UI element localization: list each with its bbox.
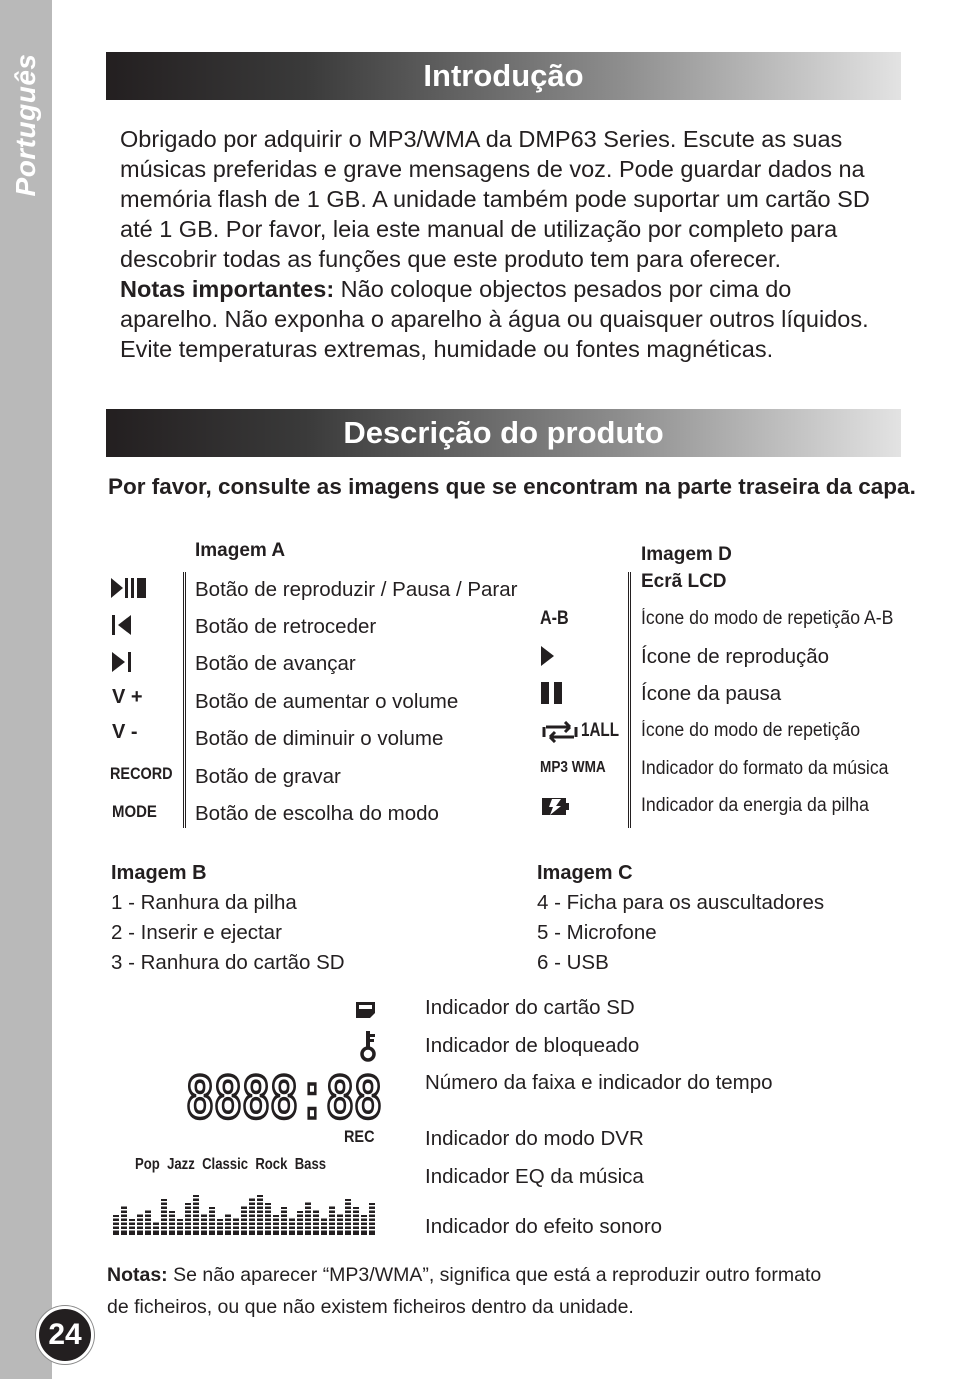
image-c-item: 4 - Ficha para os auscultadores — [537, 891, 825, 914]
image-a-item: Botão de avançar — [195, 652, 356, 675]
eq-mode: Jazz — [167, 1156, 195, 1173]
page-number: 24 — [36, 1306, 94, 1364]
intro-line: até 1 GB. Por favor, leia este manual de utilização por completo para — [120, 216, 838, 242]
previous-icon — [111, 614, 133, 636]
play-pause-stop-icon — [110, 576, 148, 600]
image-a-item: Botão de escolha do modo — [195, 802, 439, 825]
intro-line: descobrir todas as funções que este produto tem para oferecer. — [120, 246, 782, 272]
image-b-item: 1 - Ranhura da pilha — [111, 891, 297, 914]
eq-mode: Rock — [255, 1156, 288, 1173]
image-c-title: Imagem C — [537, 862, 633, 884]
description-heading: Descrição do produto — [106, 409, 901, 457]
repeat-mode-label: 1ALL — [581, 720, 619, 741]
eq-mode: Classic — [202, 1156, 249, 1173]
image-d-item: Ícone da pausa — [641, 682, 782, 705]
lock-icon — [358, 1030, 378, 1062]
image-b-title: Imagem B — [111, 862, 207, 884]
image-d-subtitle: Ecrã LCD — [641, 571, 727, 592]
image-a-item: Botão de diminuir o volume — [195, 727, 444, 750]
volume-down-label: V - — [112, 721, 138, 743]
intro-line: memória flash de 1 GB. A unidade também pode suportar um cartão SD — [120, 186, 870, 212]
sound-effect-bars-icon — [113, 1193, 381, 1235]
ab-repeat-label: A-B — [540, 608, 569, 629]
lcd-label-lock: Indicador de bloqueado — [425, 1034, 640, 1057]
footer-notes-line: de ficheiros, ou que não existem ficheiros dentro da unidade. — [107, 1296, 634, 1318]
lcd-label-dvr: Indicador do modo DVR — [425, 1127, 644, 1150]
next-icon — [111, 651, 133, 673]
image-a-item: Botão de aumentar o volume — [195, 690, 459, 713]
intro-paragraph — [120, 124, 920, 364]
footer-notes-line — [107, 1259, 917, 1291]
image-a-item: Botão de retroceder — [195, 615, 377, 638]
lcd-label-sd-card: Indicador do cartão SD — [425, 996, 635, 1019]
format-label: MP3 WMA — [540, 759, 606, 776]
image-b-item: 2 - Inserir e ejectar — [111, 921, 282, 944]
volume-up-label: V + — [112, 686, 143, 708]
image-d-item: Ícone do modo de repetição — [641, 720, 861, 741]
record-label: RECORD — [110, 764, 173, 783]
description-subheading: Por favor, consulte as imagens que se encontram na parte traseira da capa. — [108, 474, 916, 499]
image-b-item: 3 - Ranhura do cartão SD — [111, 951, 345, 974]
intro-line: Obrigado por adquirir o MP3/WMA da DMP63 Series. Escute as suas — [120, 126, 843, 152]
eq-mode: Pop — [135, 1156, 160, 1173]
lcd-digits: 8888:88 — [186, 1066, 382, 1124]
mode-label: MODE — [112, 802, 157, 821]
image-c-item: 6 - USB — [537, 951, 609, 974]
image-d-item: Indicador do formato da música — [641, 758, 889, 779]
play-icon — [540, 645, 556, 667]
rec-indicator: REC — [344, 1127, 375, 1146]
image-a-title: Imagem A — [195, 540, 286, 561]
image-d-item: Indicador da energia da pilha — [641, 795, 869, 816]
eq-mode-row — [135, 1156, 340, 1174]
battery-icon — [541, 797, 569, 817]
image-c-item: 5 - Microfone — [537, 921, 657, 944]
image-a-item: Botão de reproduzir / Pausa / Parar — [195, 578, 518, 601]
eq-mode: Bass — [294, 1156, 327, 1173]
image-d-title: Imagem D — [641, 544, 732, 565]
lcd-label-track-time: Número da faixa e indicador do tempo — [425, 1071, 773, 1094]
intro-heading: Introdução — [106, 52, 901, 100]
repeat-icon — [540, 721, 580, 743]
image-d-item: Ícone de reprodução — [641, 645, 830, 668]
sd-card-icon — [355, 1001, 377, 1019]
image-d-item: Ícone do modo de repetição A-B — [641, 608, 894, 629]
footer-notes-label: Notas: — [107, 1264, 168, 1286]
pause-icon — [540, 681, 564, 705]
language-label: Português — [10, 53, 41, 197]
intro-line: Evite temperaturas extremas, humidade ou fontes magnéticas. — [120, 336, 774, 362]
important-notes-text: Não coloque objectos pesados por cima do — [334, 276, 792, 302]
important-notes-line — [120, 274, 920, 304]
image-d-divider — [628, 572, 631, 828]
intro-line: aparelho. Não exponha o aparelho à água ou quaisquer outros líquidos. — [120, 306, 869, 332]
lcd-label-eq: Indicador EQ da música — [425, 1165, 644, 1188]
lcd-digits-display — [183, 1066, 385, 1124]
intro-line: músicas preferidas e grave mensagens de voz. Pode guardar dados na — [120, 156, 865, 182]
image-a-item: Botão de gravar — [195, 765, 341, 788]
footer-notes — [107, 1259, 917, 1323]
important-notes-label: Notas importantes: — [120, 276, 335, 302]
lcd-label-sound-effect: Indicador do efeito sonoro — [425, 1215, 663, 1238]
language-sidebar — [0, 0, 52, 1379]
footer-notes-text: Se não aparecer “MP3/WMA”, significa que está a reproduzir outro formato — [167, 1264, 822, 1286]
image-a-divider — [183, 572, 186, 828]
